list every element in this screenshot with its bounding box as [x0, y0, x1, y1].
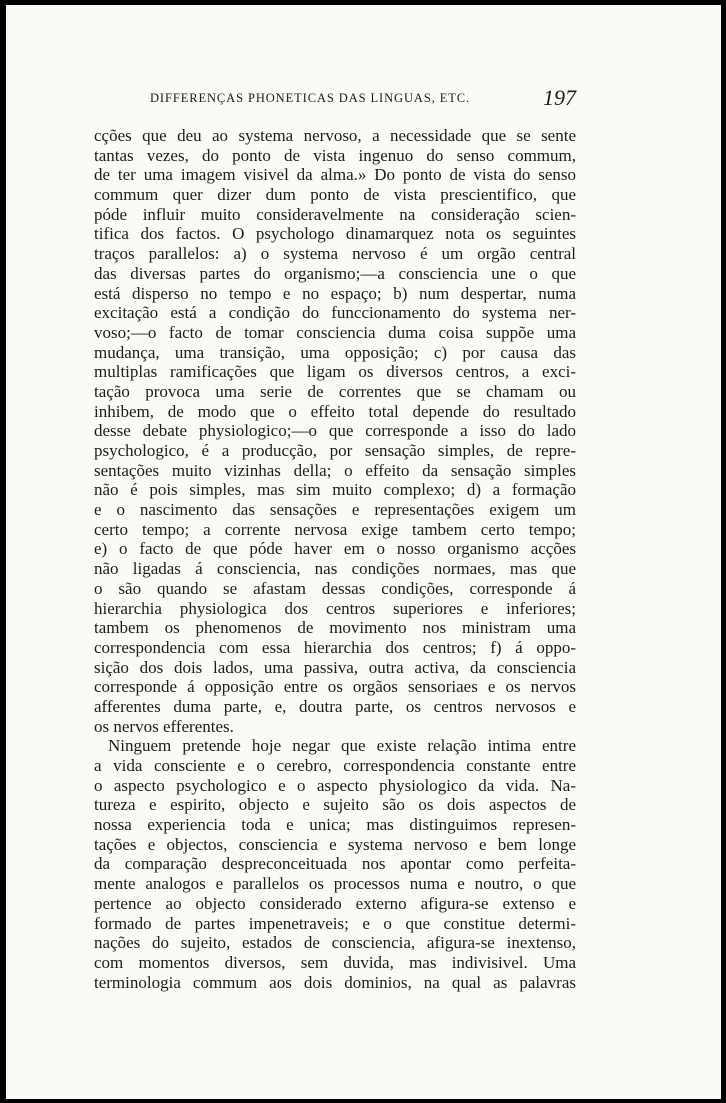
- text-line: o aspecto psychologico e o aspecto physiologico da vida. Na-: [94, 775, 576, 795]
- text-line: a vida consciente e o cerebro, correspondencia constante entre: [94, 756, 576, 775]
- text-line: nações do sujeito, estados de consciencia, afigura-se inextenso,: [94, 933, 576, 953]
- text-line: cções que deu ao systema nervoso, a necessidade que se sente: [94, 126, 576, 145]
- text-line: o são quando se afastam dessas condições, corresponde á: [94, 578, 576, 598]
- text-line: inhibem, de modo que o effeito total depende do resultado: [94, 401, 576, 421]
- text-line: formado de partes impenetraveis; e o que constitue determi-: [94, 913, 576, 933]
- text-line: certo tempo; a corrente nervosa exige tambem certo tempo;: [94, 519, 576, 539]
- text-line: está disperso no tempo e no espaço; b) num despertar, numa: [94, 283, 576, 303]
- text-line: de ter uma imagem visivel da alma.» Do ponto de vista do senso: [94, 165, 576, 185]
- text-line: não ligadas á consciencia, nas condições normaes, mas que: [94, 559, 576, 579]
- text-line: tações e objectos, consciencia e systema nervoso e bem longe: [94, 834, 576, 854]
- text-line: não é pois simples, mas sim muito complexo; d) a formação: [94, 480, 576, 500]
- text-line: tureza e espirito, objecto e sujeito são os dois aspectos de: [94, 795, 576, 815]
- text-line: e) o facto de que póde haver em o nosso organismo acções: [94, 539, 576, 559]
- page-number: 197: [543, 85, 576, 110]
- text-line: tifica dos factos. O psychologo dinamarquez nota os seguintes: [94, 224, 576, 244]
- text-line: póde influir muito consideravelmente na consideração scien-: [94, 204, 576, 224]
- text-line: sição dos dois lados, uma passiva, outra activa, da consciencia: [94, 657, 576, 677]
- text-line: da comparação despreconceituada nos apontar como perfeita-: [94, 854, 576, 874]
- text-line: hierarchia physiologica dos centros superiores e inferiores;: [94, 598, 576, 618]
- body-text: [94, 126, 576, 992]
- text-line: excitação está a condição do funccionamento do systema ner-: [94, 303, 576, 323]
- text-line: tambem os phenomenos de movimento nos ministram uma: [94, 618, 576, 638]
- text-line: das diversas partes do organismo;—a consciencia une o que: [94, 263, 576, 283]
- text-line: tação provoca uma serie de correntes que se chamam ou: [94, 381, 576, 401]
- text-line: desse debate physiologico;—o que corresponde a isso do lado: [94, 421, 576, 441]
- text-line: sentações muito vizinhas della; o effeito da sensação simples: [94, 460, 576, 480]
- text-line: Ninguem pretende hoje negar que existe relação intima entre: [108, 736, 576, 756]
- text-line: psychologico, é a producção, por sensação simples, de repre-: [94, 441, 576, 460]
- text-line: mudança, uma transição, uma opposição; c) por causa das: [94, 342, 576, 362]
- text-line: terminologia commum aos dois dominios, na qual as palavras: [94, 972, 576, 992]
- text-line: e o nascimento das sensações e representações exigem um: [94, 500, 576, 520]
- text-line: pertence ao objecto considerado externo afigura-se extenso e: [94, 893, 576, 913]
- book-page: [6, 5, 721, 1099]
- text-line: multiplas ramificações que ligam os diversos centros, a exci-: [94, 362, 576, 382]
- text-line: correspondencia com essa hierarchia dos centros; f) á oppo-: [94, 637, 576, 657]
- text-line: traços parallelos: a) o systema nervoso é um orgão central: [94, 244, 576, 264]
- text-line: mente analogos e parallelos os processos numa e noutro, o que: [94, 874, 576, 894]
- text-line: nossa experiencia toda e unica; mas distinguimos represen-: [94, 815, 576, 835]
- text-line: voso;—o facto de tomar consciencia duma coisa suppõe uma: [94, 322, 576, 342]
- page-header: [94, 85, 576, 115]
- text-line: tantas vezes, do ponto de vista ingenuo do senso commum,: [94, 145, 576, 165]
- text-line: commum quer dizer dum ponto de vista prescientifico, que: [94, 185, 576, 205]
- text-line: corresponde á opposição entre os orgãos sensoriaes e os nervos: [94, 677, 576, 697]
- running-title: DIFFERENÇAS PHONETICAS DAS LINGUAS, ETC.: [150, 91, 471, 105]
- text-line: os nervos efferentes.: [94, 716, 234, 736]
- text-line: afferentes duma parte, e, doutra parte, os centros nervosos e: [94, 696, 576, 716]
- text-line: com momentos diversos, sem duvida, mas indivisivel. Uma: [94, 952, 576, 972]
